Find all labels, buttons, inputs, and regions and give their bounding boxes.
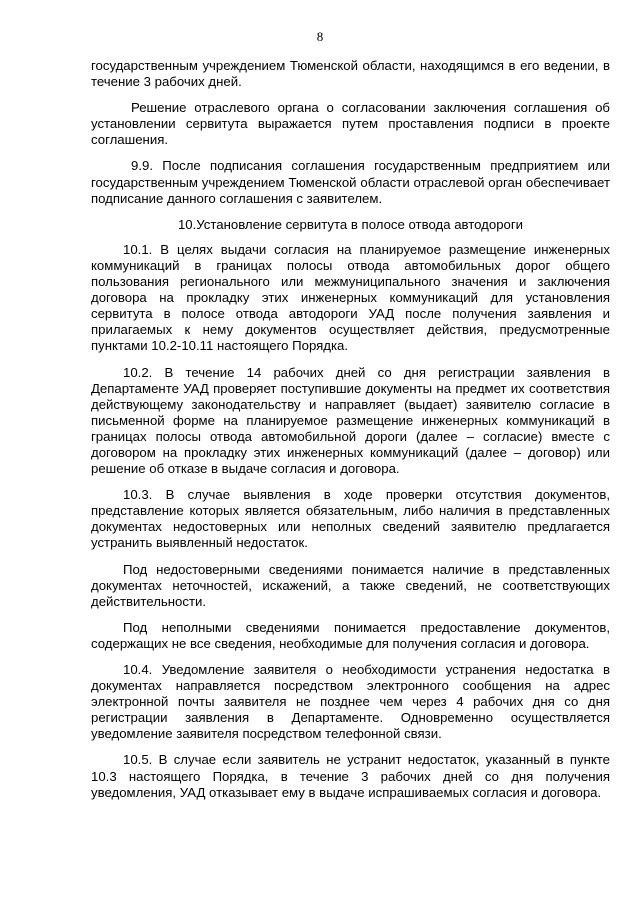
paragraph-incomplete-info: Под неполными сведениями понимается предоставление документов, содержащих не все сведения, необходимые для получения согласия и договора. <box>91 619 610 651</box>
paragraph-continuation: государственным учреждением Тюменской области, находящимся в его ведении, в течение 3 рабочих дней. <box>91 58 610 90</box>
paragraph-9-9: 9.9. После подписания соглашения государственным предприятием или государственным учреждением Тюменской области отраслевой орган обеспечивает подписание данного соглашения с заявителем. <box>91 158 610 206</box>
paragraph-10-1: 10.1. В целях выдачи согласия на планируемое размещение инженерных коммуникаций в границах полосы отвода автомобильных дорог общего пользования регионального или межмуниципального значения и заключения договора на прокладку этих инженерных коммуникаций для установления сервитута в полосе отвода автодороги УАД после получения заявления и прилагаемых к нему документов осуществляет действия, предусмотренные пунктами 10.2-10.11 настоящего Порядка. <box>91 241 610 354</box>
page-number: 8 <box>316 29 324 44</box>
paragraph-10-3: 10.3. В случае выявления в ходе проверки отсутствия документов, представление которых является обязательным, либо наличия в представленных документах недостоверных или неполных сведений заявителю предлагается устранить выявленный недостаток. <box>91 487 610 551</box>
section-heading-10: 10.Установление сервитута в полосе отвода автодороги <box>177 216 524 232</box>
paragraph-approval-decision: Решение отраслевого органа о согласовании заключения соглашения об установлении сервитута выражается путем проставления подписи в проекте соглашения. <box>91 100 610 148</box>
paragraph-unreliable-info: Под недостоверными сведениями понимается наличие в представленных документах неточностей, искажений, а также сведений, не соответствующих действительности. <box>91 561 610 609</box>
paragraph-10-2: 10.2. В течение 14 рабочих дней со дня регистрации заявления в Департаменте УАД проверяет поступившие документы на предмет их соответствия действующему законодательству и направляет (выдает) заявителю согласие в письменной форме на планируемое размещение инженерных коммуникаций в границах полосы отвода автомобильной дороги (далее – согласие) вместе с договором на прокладку этих инженерных коммуникаций (далее – договор) или решение об отказе в выдаче согласия и договора. <box>91 364 610 477</box>
paragraph-10-5: 10.5. В случае если заявитель не устранит недостаток, указанный в пункте 10.3 настоящего Порядка, в течение 3 рабочих дней со дня получения уведомления, УАД отказывает ему в выдаче испрашиваемых согласия и договора. <box>91 752 610 800</box>
document-body <box>91 58 610 811</box>
paragraph-10-4: 10.4. Уведомление заявителя о необходимости устранения недостатка в документах направляется посредством электронного сообщения на адрес электронной почты заявителя не позднее чем через 4 рабочих дня со дня регистрации заявления в Департаменте. Одновременно осуществляется уведомление заявителя посредством телефонной связи. <box>91 662 610 742</box>
